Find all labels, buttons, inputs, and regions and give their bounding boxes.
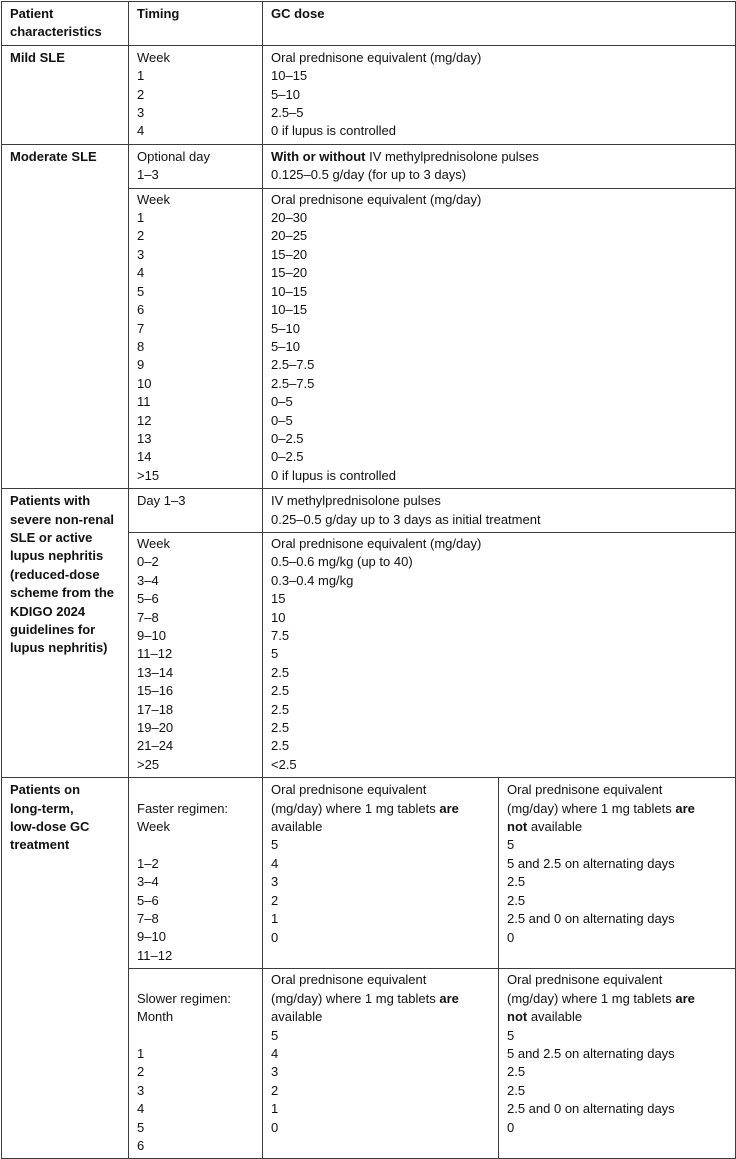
timing-line: Week [137, 535, 170, 551]
timing-line: 13–14 [137, 664, 174, 680]
dose-line: 5 [507, 837, 515, 853]
timing-line: 11–12 [137, 947, 173, 963]
timing-line: 8 [137, 338, 145, 354]
longterm-faster-row [2, 778, 736, 969]
emphasis: are [675, 990, 695, 1006]
mild-sle-row [2, 45, 736, 144]
dose-line: 0 if lupus is controlled [271, 467, 397, 483]
dose-line: 10 [271, 609, 286, 625]
dose-line: 4 [271, 855, 279, 871]
dose-line: 2.5 [271, 683, 290, 699]
timing-line: Slower regimen: [137, 990, 231, 1006]
timing-line: 0–2 [137, 554, 159, 570]
dose-line: 0–2.5 [271, 449, 304, 465]
timing-line: 13 [137, 430, 152, 446]
dose-line: 0.3–0.4 mg/kg [271, 572, 354, 588]
dose-line: 5 and 2.5 on alternating days [507, 1045, 675, 1061]
dose-line: 1 [271, 1101, 279, 1117]
dose-line: 0.5–0.6 mg/kg (up to 40) [271, 554, 413, 570]
dose-line: 5–10 [271, 320, 300, 336]
dose-line: Oral prednisone equivalent (mg/day) [271, 191, 482, 207]
dose-text: (mg/day) where 1 mg tablets [507, 990, 676, 1006]
dose-line: 2.5 [271, 701, 290, 717]
dose-line: 0 [271, 1119, 279, 1135]
emphasis: With or without [271, 148, 366, 164]
timing-line: 3–4 [137, 572, 159, 588]
timing-line: 11–12 [137, 646, 173, 662]
dose-line: 2.5–7.5 [271, 357, 315, 373]
timing-line: 1 [137, 68, 145, 84]
header-timing: Timing [129, 2, 263, 46]
timing-line: Optional day [137, 148, 210, 164]
header-patient-characteristics [2, 2, 129, 46]
timing-line: 6 [137, 302, 145, 318]
timing-line: 4 [137, 265, 145, 281]
dose-line: 0–5 [271, 412, 293, 428]
dose-line: 2.5–5 [271, 105, 304, 121]
dose-line: 2.5 and 0 on alternating days [507, 911, 675, 927]
timing-line: 21–24 [137, 738, 174, 754]
dose-line: 1 [271, 911, 279, 927]
dose-line: Oral prednisone equivalent (mg/day) [271, 535, 482, 551]
timing-line: 1 [137, 210, 145, 226]
timing-line: 5–6 [137, 892, 159, 908]
dose-line: 0.25–0.5 g/day up to 3 days as initial treatment [271, 511, 541, 527]
dose-text: available [527, 819, 583, 835]
label-line: (reduced-dose [10, 566, 100, 582]
label-line: Patients on [10, 782, 81, 798]
moderate-pulse-dose [263, 144, 736, 188]
dose-line: 0–5 [271, 394, 293, 410]
timing-line: 12 [137, 412, 152, 428]
timing-line: 2 [137, 1064, 145, 1080]
timing-line: 19–20 [137, 720, 174, 736]
label-line: lupus nephritis) [10, 640, 108, 656]
dose-line: 0–2.5 [271, 430, 304, 446]
mild-sle-dose [263, 45, 736, 144]
faster-tablets-not-available [499, 778, 736, 969]
timing-line: 9–10 [137, 628, 166, 643]
label-line: low-dose GC [10, 819, 90, 835]
timing-line: 5 [137, 1119, 145, 1135]
timing-line: 14 [137, 449, 152, 465]
dose-line: Oral prednisone equivalent (mg/day) [271, 49, 482, 65]
dose-line [271, 148, 729, 166]
timing-line: 7–8 [137, 911, 159, 927]
label-line: Patients with [10, 493, 91, 509]
header-patient-line2: characteristics [10, 24, 102, 40]
spacer [137, 971, 256, 989]
timing-line: 5–6 [137, 591, 159, 607]
mild-sle-label: Mild SLE [2, 45, 129, 144]
severe-pulse-timing: Day 1–3 [129, 489, 263, 533]
spacer [137, 836, 256, 854]
timing-line: 9 [137, 357, 145, 373]
spacer [137, 1026, 256, 1044]
dose-line: 2.5–7.5 [271, 375, 315, 391]
dose-line: 10–15 [271, 302, 308, 318]
slower-tablets-not-available [499, 969, 736, 1159]
dose-line: 0 [507, 929, 515, 945]
header-gc-dose: GC dose [263, 2, 736, 46]
dose-line: 5 [271, 646, 279, 662]
timing-line: 2 [137, 228, 145, 244]
dose-line: 4 [271, 1045, 279, 1061]
timing-line: Faster regimen: [137, 800, 229, 816]
dose-line: 2.5 and 0 on alternating days [507, 1101, 675, 1117]
timing-line: 15–16 [137, 683, 174, 699]
severe-oral-timing [129, 532, 263, 777]
label-line: severe non-renal [10, 511, 115, 527]
dose-line: IV methylprednisolone pulses [271, 493, 441, 509]
timing-line: 1 [137, 1045, 145, 1061]
dose-line: 10–15 [271, 283, 308, 299]
timing-line: 17–18 [137, 701, 174, 717]
dose-line: 2.5 [271, 720, 290, 736]
timing-line: 2 [137, 86, 145, 102]
dose-line: 15–20 [271, 246, 308, 262]
severe-pulse-dose [263, 489, 736, 533]
emphasis: not [507, 819, 528, 835]
timing-line: 4 [137, 123, 145, 139]
timing-line: 3 [137, 1082, 145, 1098]
dose-line: 2.5 [507, 892, 526, 908]
dose-text: available [527, 1009, 583, 1025]
timing-line: Week [137, 49, 170, 65]
timing-line: Week [137, 819, 170, 835]
dose-line: 2.5 [271, 738, 290, 754]
slower-tablets-available [263, 969, 499, 1159]
dose-line [507, 800, 729, 818]
label-line: KDIGO 2024 [10, 603, 86, 619]
emphasis: are [675, 800, 695, 816]
dose-line: 5–10 [271, 86, 300, 102]
timing-line: >25 [137, 756, 160, 772]
dose-line: Oral prednisone equivalent [507, 782, 663, 798]
timing-line: 1–3 [137, 167, 159, 183]
dose-line: 2 [271, 1082, 279, 1098]
label-line: long-term, [10, 800, 74, 816]
dose-text: (mg/day) where 1 mg tablets [271, 990, 440, 1006]
dose-line: <2.5 [271, 756, 297, 772]
timing-line: 3–4 [137, 874, 159, 890]
label-line: SLE or active [10, 529, 93, 545]
dose-line: 5–10 [271, 338, 300, 354]
moderate-oral-timing [129, 188, 263, 489]
timing-line: Month [137, 1009, 174, 1025]
dose-line [271, 800, 492, 818]
dose-line: 15 [271, 591, 286, 607]
timing-line: Week [137, 191, 170, 207]
dose-line: available [271, 819, 323, 835]
timing-line: >15 [137, 467, 160, 483]
moderate-pulse-timing [129, 144, 263, 188]
dose-line: 2.5 [507, 874, 526, 890]
dose-line: Oral prednisone equivalent [507, 972, 663, 988]
timing-line: 4 [137, 1101, 145, 1117]
dose-line: 5 and 2.5 on alternating days [507, 855, 675, 871]
longterm-label [2, 778, 129, 1159]
emphasis: are [439, 800, 459, 816]
timing-line: 11 [137, 394, 151, 410]
label-line: treatment [10, 837, 70, 853]
severe-sle-label [2, 489, 129, 778]
slower-regimen-timing [129, 969, 263, 1159]
label-line: scheme from the [10, 585, 115, 601]
dose-line: available [271, 1009, 323, 1025]
mild-sle-timing [129, 45, 263, 144]
moderate-sle-pulse-row [2, 144, 736, 188]
spacer [137, 781, 256, 799]
label-line: lupus nephritis [10, 548, 104, 564]
timing-line: 3 [137, 246, 145, 262]
dose-line: 5 [271, 1027, 279, 1043]
dose-line: 2.5 [507, 1082, 526, 1098]
dose-line: 0.125–0.5 g/day (for up to 3 days) [271, 167, 467, 183]
timing-line: 3 [137, 105, 145, 121]
dose-line: 0 if lupus is controlled [271, 123, 397, 139]
timing-line: 9–10 [137, 929, 166, 945]
dose-line [271, 990, 492, 1008]
dose-line: 0 [507, 1119, 515, 1135]
dose-line: Oral prednisone equivalent [271, 782, 427, 798]
emphasis: not [507, 1009, 528, 1025]
dose-line: 2.5 [271, 664, 290, 680]
timing-line: 7–8 [137, 609, 159, 625]
timing-line: 7 [137, 320, 145, 336]
faster-tablets-available [263, 778, 499, 969]
header-patient-line1: Patient [10, 6, 54, 21]
dose-line: 5 [271, 837, 279, 853]
dose-line: 0 [271, 929, 279, 945]
dose-text: (mg/day) where 1 mg tablets [271, 800, 440, 816]
moderate-oral-dose [263, 188, 736, 489]
dose-line [507, 990, 729, 1008]
severe-sle-pulse-row [2, 489, 736, 533]
dose-line: Oral prednisone equivalent [271, 972, 427, 988]
dose-line: 20–30 [271, 210, 308, 226]
moderate-sle-label: Moderate SLE [2, 144, 129, 488]
dose-line: 3 [271, 1064, 279, 1080]
dose-line [507, 1008, 729, 1026]
emphasis: are [439, 990, 459, 1006]
dose-line: 20–25 [271, 228, 308, 244]
dose-line: 10–15 [271, 68, 308, 84]
timing-line: 10 [137, 375, 152, 391]
dose-line: 2.5 [507, 1064, 526, 1080]
dose-line: 3 [271, 874, 279, 890]
severe-oral-dose [263, 532, 736, 777]
dose-line: 15–20 [271, 265, 308, 281]
gc-dose-table [1, 1, 736, 1159]
dose-text: IV methylprednisolone pulses [365, 148, 539, 164]
timing-line: 6 [137, 1137, 145, 1153]
faster-regimen-timing [129, 778, 263, 969]
label-line: guidelines for [10, 622, 96, 637]
timing-line: 5 [137, 283, 145, 299]
dose-text: (mg/day) where 1 mg tablets [507, 800, 676, 816]
dose-line: 2 [271, 892, 279, 908]
header-row [2, 2, 736, 46]
dose-line: 5 [507, 1027, 515, 1043]
dose-line [507, 818, 729, 836]
timing-line: 1–2 [137, 855, 159, 871]
dose-line: 7.5 [271, 628, 290, 643]
